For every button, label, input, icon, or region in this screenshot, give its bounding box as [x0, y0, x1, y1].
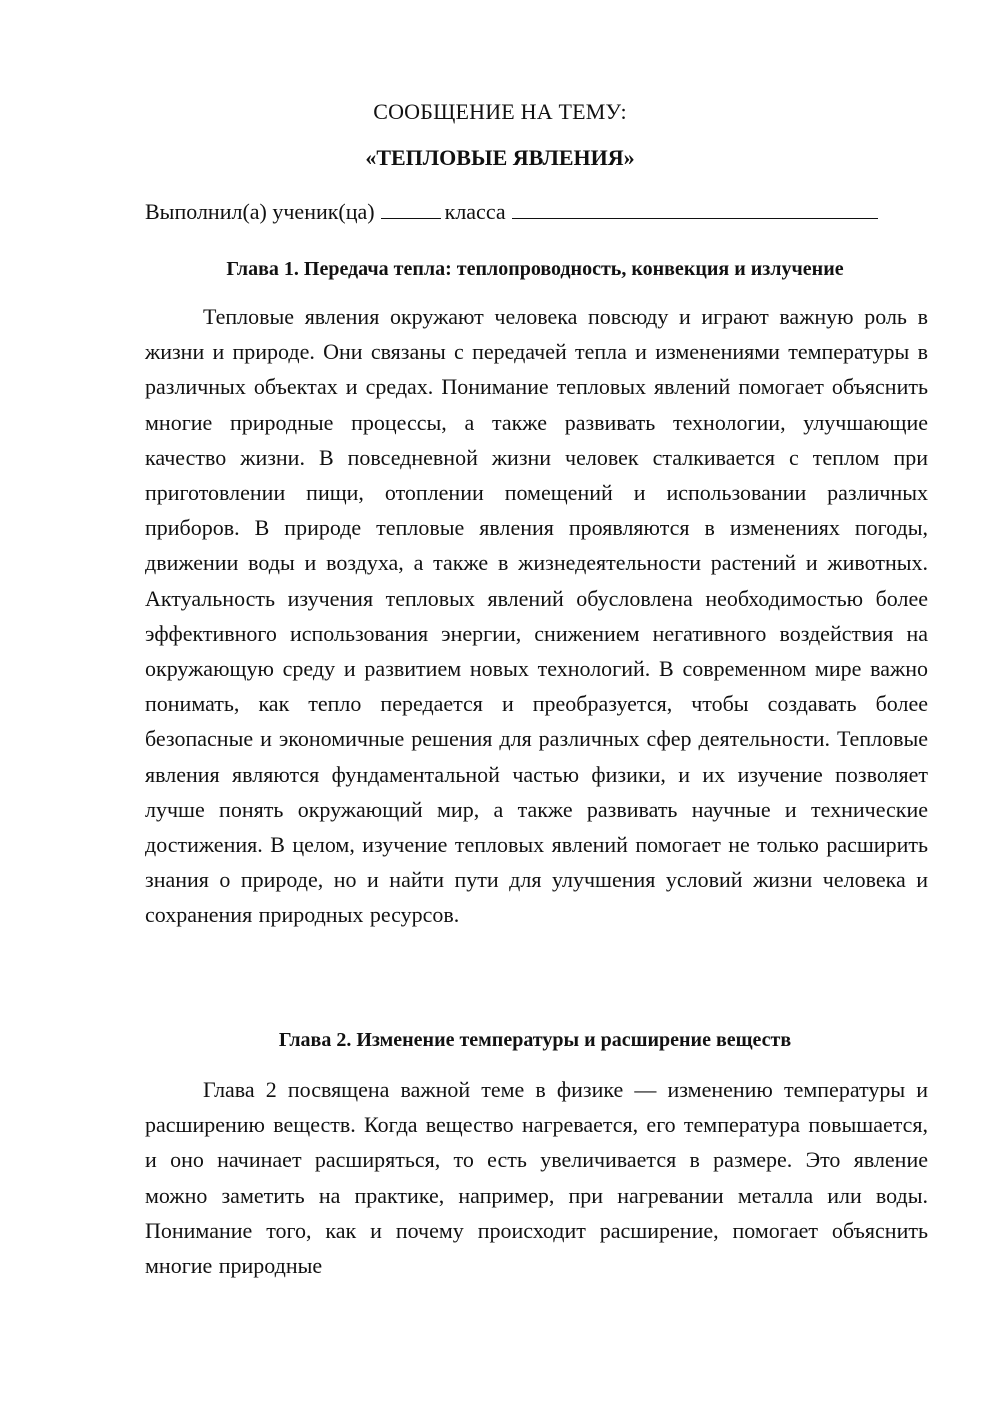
document-title-line1: СООБЩЕНИЕ НА ТЕМУ: [373, 99, 627, 124]
chapter1-heading: Глава 1. Передача тепла: теплопроводность, конвекция и излучение [226, 258, 844, 280]
author-class-label: класса [444, 199, 506, 224]
chapter1-paragraph: Тепловые явления окружают человека повсюду и играют важную роль в жизни и природе. Они связаны с передачей тепла и изменениями температуры в различных объектах и средах. Понимание тепловых явлений помогает объяснить многие природные процессы, а также развивать технологии, улучшающие качество жизни. В повседневной жизни человек сталкивается с теплом при приготовлении пищи, отоплении помещений и использовании различных приборов. В природе тепловые явления проявляются в изменениях погоды, движении воды и воздуха, а также в жизнедеятельности растений и животных. Актуальность изучения тепловых явлений обусловлена необходимостью более эффективного использования энергии, снижением негативного воздействия на окружающую среду и развитием новых технологий. В современном мире важно понимать, как тепло передается и преобразуется, чтобы создавать более безопасные и экономичные решения для различных сфер деятельности. Тепловые явления являются фундаментальной частью физики, и их изучение позволяет лучше понять окружающий мир, а также развивать научные и технические достижения. В целом, изучение тепловых явлений помогает не только расширить знания о природе, но и найти пути для улучшения условий жизни человека и сохранения природных ресурсов. [145, 304, 928, 928]
author-line [145, 198, 935, 226]
chapter2-paragraph: Глава 2 посвящена важной теме в физике — изменению температуры и расширению веществ. Когда вещество нагревается, его температура повышается, и оно начинает расширяться, то есть увеличивается в размере. Это явление можно заметить на практике, например, при нагревании металла или воды. Понимание того, как и почему происходит расширение, помогает объяснить многие природные [145, 1077, 928, 1279]
student-name-blank [512, 198, 878, 219]
chapter2-heading: Глава 2. Изменение температуры и расширение веществ [278, 1029, 792, 1051]
class-number-blank [381, 198, 441, 219]
author-prefix: Выполнил(а) ученик(ца) [145, 199, 375, 224]
document-title-topic: «ТЕПЛОВЫЕ ЯВЛЕНИЯ» [365, 145, 635, 170]
